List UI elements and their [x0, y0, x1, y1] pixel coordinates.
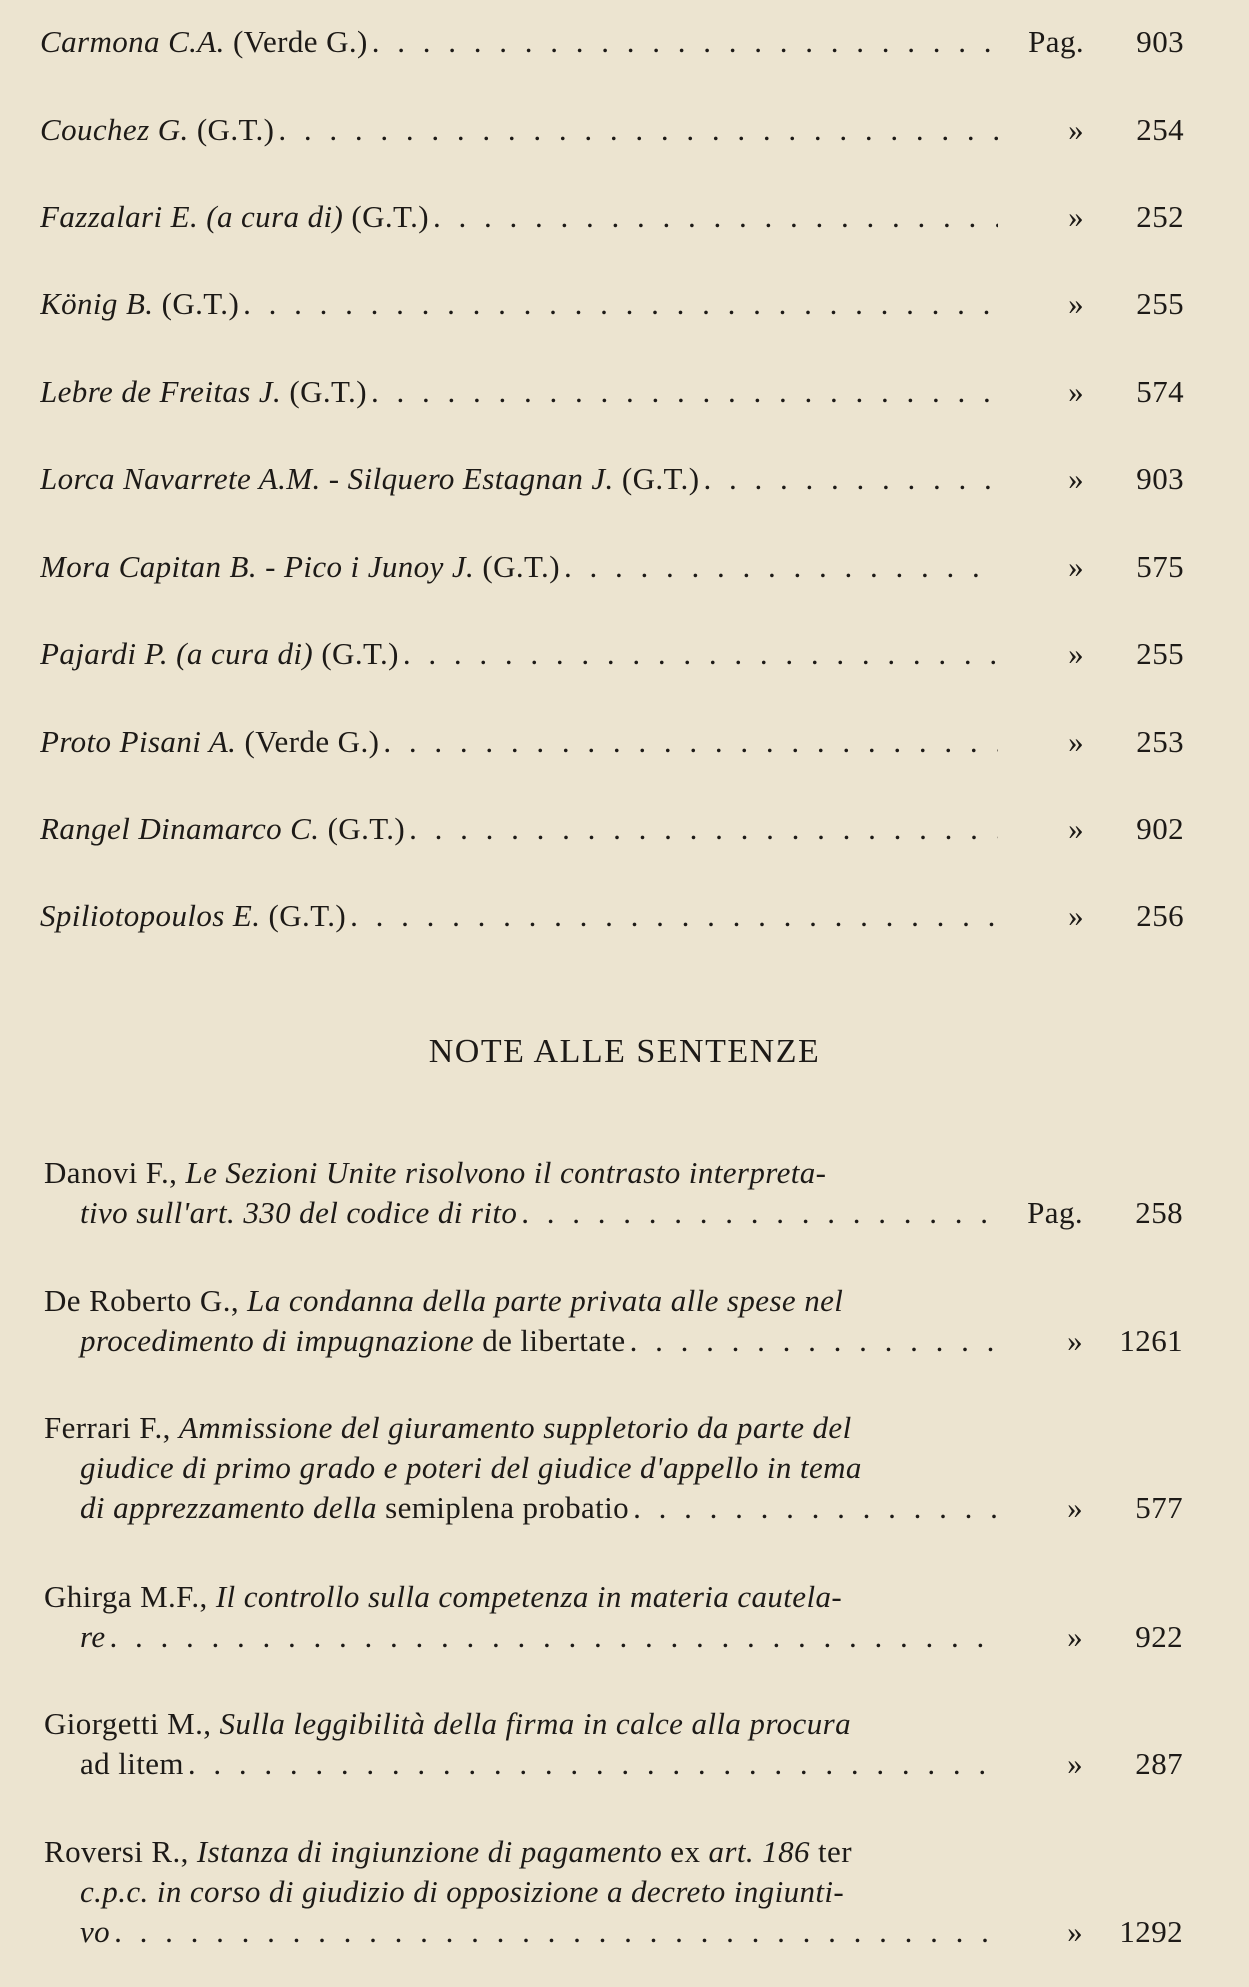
page-number: 255 — [1136, 286, 1184, 321]
dot-leader — [517, 1193, 997, 1233]
author-name: Proto Pisani A. — [40, 724, 237, 759]
page-prefix: Pag. — [1027, 1195, 1083, 1230]
page-prefix: » — [1068, 461, 1084, 496]
page-prefix: » — [1068, 811, 1084, 846]
page-number: 255 — [1136, 636, 1184, 671]
reviewer-note: (G.T.) — [321, 636, 399, 671]
index-entry — [40, 898, 1210, 946]
dot-leader — [346, 898, 998, 934]
page-prefix: » — [1067, 1746, 1083, 1781]
index-entry — [40, 286, 1210, 334]
page-number: 575 — [1136, 549, 1184, 584]
note-line — [44, 1448, 1214, 1488]
index-entry — [40, 549, 1210, 597]
author-name: König B. — [40, 286, 154, 321]
page-number: 254 — [1136, 112, 1184, 147]
note-line-body — [44, 1617, 997, 1657]
page-number: 903 — [1136, 24, 1184, 59]
index-entry — [40, 374, 1210, 422]
note-title-segment: procedimento di impugnazione — [80, 1323, 475, 1358]
note-entry — [44, 1408, 1214, 1528]
note-line-text — [80, 1488, 629, 1528]
note-line-body — [44, 1577, 997, 1617]
note-title-segment: ter — [809, 1834, 852, 1869]
entry-text — [40, 112, 998, 148]
dot-leader — [105, 1617, 997, 1657]
note-entry — [44, 1577, 1214, 1657]
reviewer-note: (G.T.) — [161, 286, 240, 321]
entry-title — [40, 199, 429, 235]
note-line-body — [44, 1281, 997, 1321]
note-line-text — [80, 1448, 862, 1488]
note-line — [44, 1321, 1214, 1361]
note-line — [44, 1153, 1214, 1193]
page-number: 252 — [1136, 199, 1184, 234]
note-title-segment: Sulla leggibilità della firma in calce alla procura — [219, 1706, 851, 1741]
note-title-segment: c.p.c. in corso di giudizio di opposizione a decreto ingiunti- — [80, 1874, 845, 1909]
note-line — [44, 1281, 1214, 1321]
note-line — [44, 1704, 1214, 1744]
dot-leader — [399, 636, 998, 672]
index-entry — [40, 811, 1210, 859]
page-number: 253 — [1136, 724, 1184, 759]
note-line-body — [44, 1153, 997, 1193]
note-line-text — [80, 1872, 844, 1912]
note-line-body — [44, 1872, 997, 1912]
index-entry — [40, 461, 1210, 509]
note-line-text — [80, 1321, 626, 1361]
author-name: Lebre de Freitas J. — [40, 374, 282, 409]
reviewer-note: (Verde G.) — [244, 724, 380, 759]
note-author: Ghirga M.F., — [44, 1579, 208, 1614]
note-line-text — [44, 1153, 826, 1193]
page-prefix: » — [1068, 199, 1084, 234]
note-line — [44, 1408, 1214, 1448]
page-number: 577 — [1135, 1490, 1183, 1525]
note-line-text — [80, 1193, 517, 1233]
note-line — [44, 1488, 1214, 1528]
note-line-text — [44, 1408, 852, 1448]
dot-leader — [110, 1912, 997, 1952]
entry-text — [40, 549, 998, 585]
note-title-segment: ad litem — [80, 1746, 184, 1781]
page-number: 1261 — [1119, 1323, 1183, 1358]
page-prefix: » — [1067, 1914, 1083, 1949]
entry-text — [40, 898, 998, 934]
entry-text — [40, 724, 998, 760]
page-prefix: » — [1068, 286, 1084, 321]
dot-leader — [274, 112, 998, 148]
note-line — [44, 1912, 1214, 1952]
note-title-segment: re — [80, 1619, 106, 1654]
page-number: 902 — [1136, 811, 1184, 846]
note-author: Roversi R., — [44, 1834, 189, 1869]
note-line-body — [44, 1912, 997, 1952]
note-title-segment: La condanna della parte privata alle spese nel — [247, 1283, 844, 1318]
note-title-segment: de libertate — [474, 1323, 626, 1358]
page-number: 256 — [1136, 898, 1184, 933]
page-prefix: » — [1067, 1619, 1083, 1654]
entry-text — [40, 286, 998, 322]
page-prefix: » — [1068, 724, 1084, 759]
note-line — [44, 1577, 1214, 1617]
reviewer-note: (G.T.) — [268, 898, 347, 933]
page-prefix: » — [1067, 1323, 1083, 1358]
dot-leader — [699, 461, 998, 497]
page-number: 287 — [1135, 1746, 1183, 1781]
note-line-text — [44, 1577, 842, 1617]
author-name: Pajardi P. (a cura di) — [40, 636, 314, 671]
dot-leader — [379, 724, 998, 760]
note-line-body — [44, 1704, 997, 1744]
dot-leader — [367, 374, 998, 410]
entry-title — [40, 374, 367, 410]
page-prefix: » — [1068, 636, 1084, 671]
author-name: Couchez G. — [40, 112, 189, 147]
note-author: De Roberto G., — [44, 1283, 240, 1318]
note-title-segment: art. 186 — [708, 1834, 810, 1869]
entry-title — [40, 636, 399, 672]
note-title-segment: Istanza di ingiunzione di pagamento — [196, 1834, 663, 1869]
entry-text — [40, 24, 998, 60]
note-line-text — [44, 1704, 851, 1744]
dot-leader — [429, 199, 998, 235]
author-name: Carmona C.A. — [40, 24, 225, 59]
reviewer-note: (G.T.) — [327, 811, 406, 846]
note-author: Giorgetti M., — [44, 1706, 212, 1741]
index-entry — [40, 636, 1210, 684]
note-line — [44, 1617, 1214, 1657]
author-name: Mora Capitan B. - Pico i Junoy J. — [40, 549, 475, 584]
entry-title — [40, 549, 560, 585]
index-entry — [40, 724, 1210, 772]
entry-text — [40, 811, 998, 847]
note-line-body — [44, 1321, 997, 1361]
dot-leader — [368, 24, 998, 60]
author-name: Rangel Dinamarco C. — [40, 811, 320, 846]
note-entry — [44, 1153, 1214, 1233]
note-title-segment: tivo sull'art. 330 del codice di rito — [80, 1195, 518, 1230]
note-entry — [44, 1281, 1214, 1361]
page-prefix: » — [1068, 549, 1084, 584]
note-line-body — [44, 1488, 997, 1528]
entry-title — [40, 898, 346, 934]
page-number: 922 — [1135, 1619, 1183, 1654]
author-name: Lorca Navarrete A.M. - Silquero Estagnan J. — [40, 461, 614, 496]
page-prefix: » — [1068, 374, 1084, 409]
note-line-body — [44, 1408, 997, 1448]
entry-title — [40, 286, 239, 322]
note-line-text — [80, 1744, 184, 1784]
dot-leader — [405, 811, 998, 847]
reviewer-note: (Verde G.) — [232, 24, 368, 59]
note-line-text — [80, 1617, 105, 1657]
note-entry — [44, 1704, 1214, 1784]
page-number: 1292 — [1119, 1914, 1183, 1949]
entry-title — [40, 461, 699, 497]
entry-text — [40, 636, 998, 672]
reviewer-note: (G.T.) — [482, 549, 560, 584]
note-line — [44, 1832, 1214, 1872]
note-line-text — [44, 1832, 852, 1872]
note-line-text — [80, 1912, 110, 1952]
entry-text — [40, 199, 998, 235]
entry-text — [40, 461, 998, 497]
dot-leader — [239, 286, 998, 322]
note-line-body — [44, 1448, 997, 1488]
entry-title — [40, 24, 368, 60]
index-entry — [40, 112, 1210, 160]
reviewer-note: (G.T.) — [621, 461, 700, 496]
page-prefix: Pag. — [1028, 24, 1084, 59]
page-number: 574 — [1136, 374, 1184, 409]
reviewer-note: (G.T.) — [351, 199, 429, 234]
index-entry — [40, 24, 1210, 72]
note-line — [44, 1744, 1214, 1784]
entry-title — [40, 724, 379, 760]
note-line-body — [44, 1832, 997, 1872]
note-title-segment: vo — [80, 1914, 111, 1949]
note-line — [44, 1872, 1214, 1912]
note-line-text — [44, 1281, 843, 1321]
note-title-segment: Il controllo sulla competenza in materia cautela- — [215, 1579, 843, 1614]
note-title-segment: semiplena probatio — [376, 1490, 630, 1525]
page-prefix: » — [1068, 112, 1084, 147]
note-line-body — [44, 1193, 997, 1233]
reviewer-note: (G.T.) — [196, 112, 275, 147]
note-line-body — [44, 1744, 997, 1784]
dot-leader — [560, 549, 998, 585]
author-name: Spiliotopoulos E. — [40, 898, 261, 933]
page-number: 903 — [1136, 461, 1184, 496]
note-title-segment: Ammissione del giuramento suppletorio da parte del — [178, 1410, 852, 1445]
note-title-segment: di apprezzamento della — [80, 1490, 377, 1525]
entry-title — [40, 811, 405, 847]
entry-title — [40, 112, 274, 148]
author-name: Fazzalari E. (a cura di) — [40, 199, 344, 234]
page-prefix: » — [1067, 1490, 1083, 1525]
note-entry — [44, 1832, 1214, 1952]
index-entry — [40, 199, 1210, 247]
dot-leader — [629, 1488, 997, 1528]
page-number: 258 — [1135, 1195, 1183, 1230]
note-title-segment: Le Sezioni Unite risolvono il contrasto interpreta- — [185, 1155, 827, 1190]
dot-leader — [626, 1321, 997, 1361]
note-author: Danovi F., — [44, 1155, 178, 1190]
dot-leader — [184, 1744, 997, 1784]
section-title: NOTE ALLE SENTENZE — [428, 1033, 821, 1070]
note-title-segment: ex — [662, 1834, 709, 1869]
note-line — [44, 1193, 1214, 1233]
note-author: Ferrari F., — [44, 1410, 171, 1445]
entry-text — [40, 374, 998, 410]
note-title-segment: giudice di primo grado e poteri del giudice d'appello in tema — [80, 1450, 862, 1485]
reviewer-note: (G.T.) — [289, 374, 367, 409]
page-prefix: » — [1068, 898, 1084, 933]
